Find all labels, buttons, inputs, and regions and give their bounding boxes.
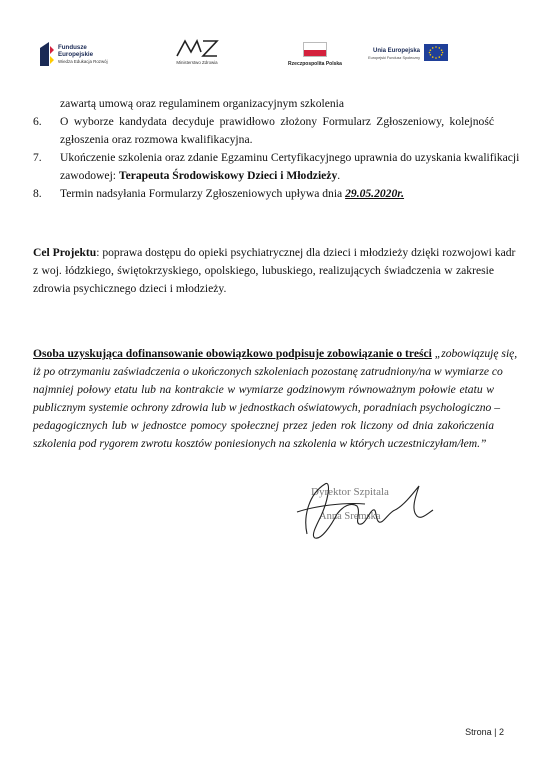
fe-line1: Fundusze xyxy=(58,44,87,51)
item-7-qualification: Terapeuta Środowiskowy Dzieci i Młodzieży xyxy=(118,169,338,182)
item-6-line2: zgłoszenia oraz rozmowa kwalifikacyjna. xyxy=(60,133,253,146)
item-7-line2 xyxy=(60,167,340,185)
item-8-number: 8. xyxy=(33,187,42,200)
rp-caption: Rzeczpospolita Polska xyxy=(288,61,342,67)
osoba-line6: szkolenia pod rygorem zwrotu kosztów poniesionych na szkolenia w których uczestniczyłam/łem.” xyxy=(33,437,487,450)
item-8-line1 xyxy=(60,185,404,203)
item-6-line1: O wyborze kandydata decyduje prawidłowo złożony Formularz Zgłoszeniowy, kolejność xyxy=(60,115,494,128)
osoba-line3: najmniej połowy etatu lub na kontrakcie w wymiarze godzinowym równoważnym połowie etatu w xyxy=(33,383,494,396)
mz-mark-icon xyxy=(175,38,219,58)
cel-line3: zdrowia psychicznego dzieci i młodzieży. xyxy=(33,282,227,295)
cel-line1 xyxy=(33,244,516,262)
osoba-quote-start: „zobowiązuję się, xyxy=(431,347,518,360)
rzeczpospolita-logo xyxy=(276,38,354,72)
director-stamp xyxy=(285,476,445,546)
item-8-prefix: Termin nadsyłania Formularzy Zgłoszeniowych upływa dnia xyxy=(60,187,346,200)
polish-flag-icon xyxy=(303,42,327,57)
ue-line1: Unia Europejska xyxy=(372,48,420,54)
item-continuation: zawartą umową oraz regulaminem organizacyjnym szkolenia xyxy=(60,97,345,110)
fe-star-icon xyxy=(40,42,54,66)
page-number: Strona | 2 xyxy=(465,727,504,737)
ue-line2: Europejski Fundusz Społeczny xyxy=(368,56,420,60)
item-7-number: 7. xyxy=(33,151,42,164)
fe-line3: Wiedza Edukacja Rozwój xyxy=(58,59,108,64)
ministerstwo-zdrowia-logo xyxy=(162,38,232,72)
fundusze-europejskie-logo xyxy=(40,38,130,72)
osoba-obligation: Osoba uzyskująca dofinansowanie obowiązkowo podpisuje zobowiązanie o treści xyxy=(33,347,432,360)
osoba-line5: pedagogicznych lub w jednostce pomocy społecznej przez jeden rok liczony od dnia zakończenia xyxy=(33,419,494,432)
handwritten-signature xyxy=(285,476,445,546)
stamp-title: Dyrektor Szpitala xyxy=(311,486,389,498)
item-7-line1: Ukończenie szkolenia oraz zdanie Egzaminu Certyfikacyjnego uprawnia do uzyskania kwalifikacji xyxy=(60,151,520,164)
deadline-date: 29.05.2020r. xyxy=(345,187,405,200)
mz-caption: Ministerstwo Zdrowia xyxy=(176,60,218,65)
item-7-suffix: . xyxy=(337,169,341,182)
stamp-name: Anna Sremska xyxy=(319,511,381,522)
osoba-line1 xyxy=(33,345,518,363)
osoba-line2: iż po otrzymaniu zaświadczenia o ukończonych szkoleniach pozostanę zatrudniony/na w wymiarze co xyxy=(33,365,503,378)
cel-line2: z woj. łódzkiego, świętokrzyskiego, opolskiego, lubuskiego, realizujących świadczenia w zakresie xyxy=(33,264,494,277)
unia-europejska-logo xyxy=(362,38,482,72)
item-7-prefix: zawodowej: xyxy=(60,169,119,182)
osoba-line4: publicznym systemie ochrony zdrowia lub w jednostkach oświatowych, poradniach psychologiczno – xyxy=(33,401,501,414)
item-6-number: 6. xyxy=(33,115,42,128)
cel-text1: : poprawa dostępu do opieki psychiatrycznej dla dzieci i młodzieży dzięki rozwojowi kadr xyxy=(96,246,516,259)
eu-flag-icon xyxy=(424,44,448,61)
cel-label: Cel Projektu xyxy=(33,246,97,259)
fe-line2: Europejskie xyxy=(58,51,94,58)
header-logos xyxy=(0,38,550,78)
